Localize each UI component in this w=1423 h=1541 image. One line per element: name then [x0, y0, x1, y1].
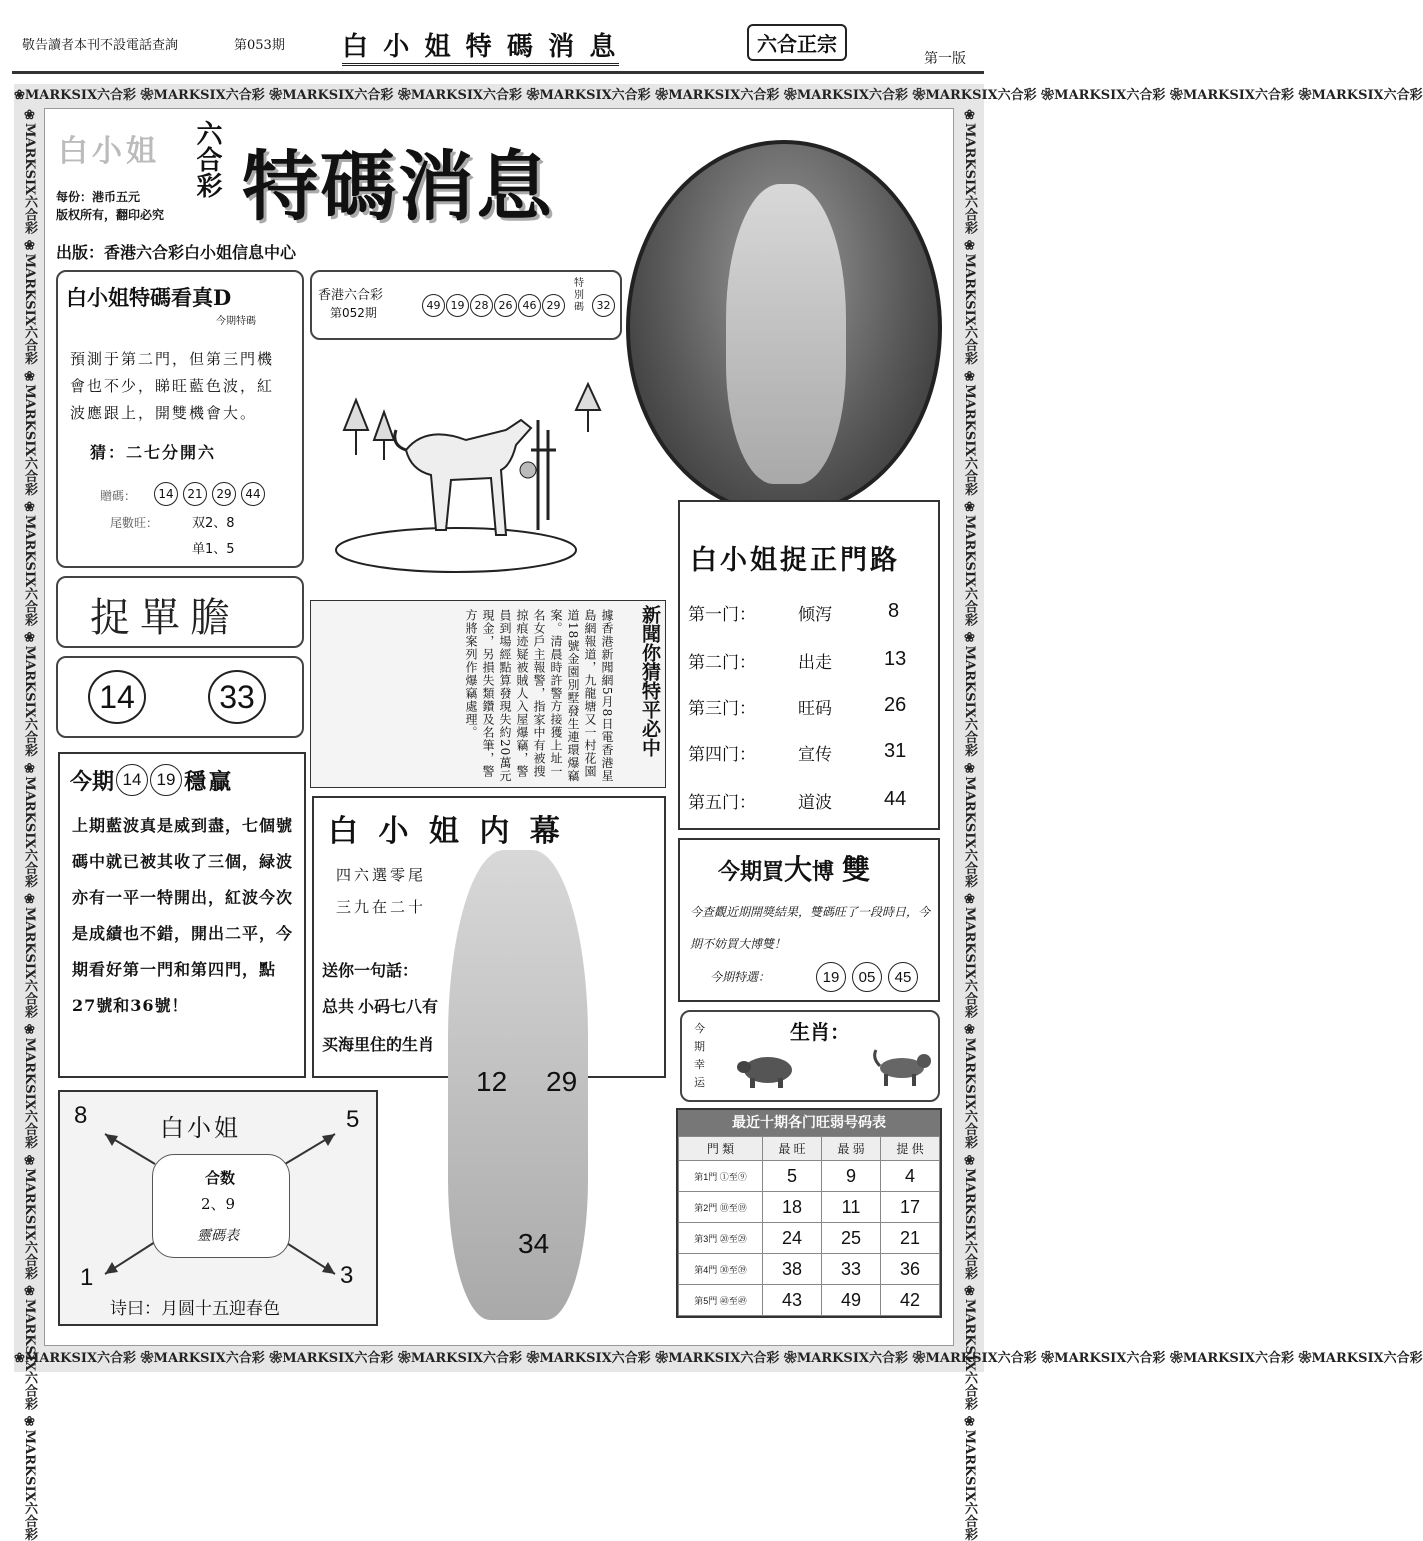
result-box	[310, 270, 622, 340]
table-cell: 17	[881, 1192, 940, 1223]
wenying-post: 穩贏	[184, 768, 235, 795]
neimu-line4a: 总共	[322, 997, 355, 1016]
border-right	[954, 108, 984, 1541]
border-bottom-text: ❀MARKSIX六合彩 ❀MARKSIX六合彩 ❀MARKSIX六合彩 ❀MARKSIX六合彩 ❀MARKSIX六合彩 ❀MARKSIX六合彩 ❀MARKSIX六合彩 ❀MARKSIX六合彩 ❀MARKSIX六合彩 ❀MARKSIX六合彩 ❀MARKSIX六合彩	[14, 1351, 1423, 1366]
table-cell: 38	[763, 1254, 822, 1285]
result-number: 29	[542, 294, 565, 317]
table-header-row	[679, 1137, 940, 1161]
shengxiao-title: 生肖：	[790, 1020, 850, 1044]
table-row	[679, 1254, 940, 1285]
compass-title: 白小姐	[160, 1114, 241, 1142]
table-cell: 5	[763, 1161, 822, 1192]
zhengmen-word: 旺码	[798, 699, 832, 719]
zhengmen-door: 第三门：	[688, 699, 756, 719]
wenying-pre: 今期	[70, 768, 115, 795]
shengxiao-box	[680, 1010, 940, 1102]
wenying-number: 14	[116, 764, 148, 796]
compass-center	[152, 1154, 290, 1258]
result-label: 香港六合彩	[318, 288, 384, 303]
wenying-number: 19	[150, 764, 182, 796]
table-cell: 4	[881, 1161, 940, 1192]
zhengmen-row	[688, 740, 928, 770]
wenying-box	[58, 752, 306, 1078]
table-cell: 21	[881, 1223, 940, 1254]
zhengmen-door: 第一门：	[688, 605, 756, 625]
table-cell: 42	[881, 1285, 940, 1316]
zhengmen-row	[688, 788, 928, 818]
compass-number: 8	[74, 1102, 88, 1129]
header-notice: 敬告讀者本刊不設電話查詢	[22, 38, 179, 53]
gift-number: 44	[241, 482, 265, 506]
tip-sub: 今期特碼	[216, 316, 256, 327]
result-special: 32	[592, 294, 615, 317]
dabo-text: 今查觀近期開獎結果，雙碼旺了一段時日，今期不妨買大博雙！	[690, 905, 931, 951]
table-header-cell: 最 弱	[822, 1137, 881, 1161]
dabo-title	[718, 848, 870, 888]
danzhan-number: 33	[208, 670, 266, 724]
tip-gifts	[154, 482, 265, 506]
shengxiao-side: 今期幸运	[694, 1022, 705, 1089]
masthead-rights: 版权所有，翻印必究	[56, 208, 165, 222]
masthead-small-name: 白小姐	[58, 134, 160, 169]
table-cell: 11	[822, 1192, 881, 1223]
wenying-header	[70, 764, 234, 796]
table-cell: 第3門 ⑳至㉙	[679, 1223, 763, 1254]
dabo-number: 05	[852, 962, 882, 992]
neimu-line4	[322, 994, 438, 1017]
zhengmen-num: 44	[884, 788, 907, 810]
result-number: 28	[470, 294, 493, 317]
border-right-text: ❀MARKSIX六合彩 ❀MARKSIX六合彩 ❀MARKSIX六合彩 ❀MARKSIX六合彩 ❀MARKSIX六合彩 ❀MARKSIX六合彩 ❀MARKSIX六合彩 ❀MARKSIX六合彩 ❀MARKSIX六合彩 ❀MARKSIX六合彩 ❀MARKSIX六合彩	[962, 108, 977, 1541]
wenying-text: 上期藍波真是威到盡，七個號碼中就已被其收了三個，緑波亦有一平一特開出，紅波今次是成績也不錯，開出二平，今期看好第一門和第四門，點27號和36號！	[72, 816, 294, 1015]
gift-number: 29	[212, 482, 236, 506]
zhengmen-row	[688, 694, 928, 724]
masthead-publisher: 出版：香港六合彩白小姐信息中心	[56, 243, 297, 262]
table-header-cell: 提 供	[881, 1137, 940, 1161]
dabo-title-a: 今期買	[718, 859, 785, 885]
news-text: 據香港新聞網5月8日電香港星島網報道，九龍塘又一村花園道18號金園別墅發生連環爆竊案。清晨時許警方接獲上址一名女戶主報警，指家中有被搜掠痕迹疑被賊人入屋爆竊，警員到場經點算發現失約20萬元現金，另損失類鑽及名筆，警方將案列作爆竊處理。	[464, 609, 614, 783]
zhengmen-row	[688, 648, 928, 678]
zhengmen-word: 宣传	[798, 745, 832, 765]
table-cell: 36	[881, 1254, 940, 1285]
compass-poem: 诗曰：月圆十五迎春色	[110, 1299, 280, 1319]
number-table	[676, 1108, 942, 1318]
table-cell: 第2門 ⑩至⑲	[679, 1192, 763, 1223]
zhengmen-num: 31	[884, 740, 907, 762]
table-cell: 33	[822, 1254, 881, 1285]
neimu-line5: 买海里住的生肖	[322, 1035, 435, 1054]
compass-sum-label: 合数	[205, 1169, 236, 1187]
zhengmen-word: 倾泻	[798, 605, 832, 625]
zhengmen-num: 26	[884, 694, 907, 716]
masthead	[52, 116, 632, 266]
dabo-title-c: 博	[812, 859, 835, 885]
tip-box	[56, 270, 304, 568]
border-top-text: ❀MARKSIX六合彩 ❀MARKSIX六合彩 ❀MARKSIX六合彩 ❀MARKSIX六合彩 ❀MARKSIX六合彩 ❀MARKSIX六合彩 ❀MARKSIX六合彩 ❀MARKSIX六合彩 ❀MARKSIX六合彩 ❀MARKSIX六合彩 ❀MARKSIX六合彩	[14, 88, 1423, 103]
table-row	[679, 1285, 940, 1316]
dabo-label: 今期特選：	[710, 970, 771, 984]
news-box	[310, 600, 666, 788]
result-period: 第052期	[330, 306, 377, 320]
table-row	[679, 1223, 940, 1254]
zhengmen-title: 白小姐捉正門路	[690, 545, 900, 576]
gift-number: 21	[183, 482, 207, 506]
result-numbers	[422, 294, 565, 317]
pig-icon	[736, 1050, 798, 1090]
neimu-line4b: 小码七八有	[358, 997, 439, 1016]
neimu-line2: 三九在二十	[336, 898, 427, 916]
border-left	[14, 108, 44, 1541]
news-title: 新聞你猜特平必中	[639, 605, 661, 757]
danzhan-title: 捉單膽	[90, 595, 240, 641]
table-cell: 49	[822, 1285, 881, 1316]
tiger-icon	[872, 1048, 934, 1088]
tip-tail-label: 尾數旺：	[110, 516, 159, 530]
model-figure	[726, 184, 846, 484]
zhengmen-row	[688, 600, 928, 630]
table-header-cell: 門 類	[679, 1137, 763, 1161]
header-issue: 第053期	[234, 38, 285, 53]
table-cell: 第4門 ㉚至㊴	[679, 1254, 763, 1285]
table-cell: 24	[763, 1223, 822, 1254]
dabo-number: 45	[888, 962, 918, 992]
dabo-title-b: 大	[784, 853, 813, 886]
header-badge: 六合正宗	[747, 24, 847, 61]
table-cell: 18	[763, 1192, 822, 1223]
table-cell: 43	[763, 1285, 822, 1316]
neimu-number: 29	[546, 1066, 578, 1097]
tip-guess: 猜：二七分開六	[90, 443, 217, 462]
zhengmen-door: 第四门：	[688, 745, 756, 765]
border-left-text: ❀MARKSIX六合彩 ❀MARKSIX六合彩 ❀MARKSIX六合彩 ❀MARKSIX六合彩 ❀MARKSIX六合彩 ❀MARKSIX六合彩 ❀MARKSIX六合彩 ❀MARKSIX六合彩 ❀MARKSIX六合彩 ❀MARKSIX六合彩 ❀MARKSIX六合彩	[22, 108, 37, 1541]
masthead-price: 每份：港币五元	[56, 190, 141, 204]
horse-illustration	[316, 370, 616, 590]
tip-text: 預測于第二門，但第三門機會也不少，睇旺藍色波，紅波應跟上，開雙機會大。	[70, 350, 275, 422]
zhengmen-word: 出走	[798, 653, 832, 673]
result-number: 26	[494, 294, 517, 317]
header-bar	[12, 20, 984, 74]
neimu-number: 34	[518, 1228, 550, 1259]
masthead-big-title: 特碼消息	[242, 142, 554, 231]
result-special-label: 特別碼	[574, 278, 584, 313]
model-photo-oval	[626, 140, 942, 516]
zhengmen-door: 第二门：	[688, 653, 756, 673]
table-cell: 9	[822, 1161, 881, 1192]
tip-tail-2: 单1、5	[192, 542, 235, 557]
compass-box	[58, 1090, 378, 1326]
compass-number: 1	[80, 1264, 94, 1291]
horse-icon	[316, 370, 616, 590]
zhengmen-num: 13	[884, 648, 907, 670]
border-top	[14, 84, 1423, 108]
table-row	[679, 1192, 940, 1223]
header-title: 白 小 姐 特 碼 消 息	[342, 26, 619, 66]
gift-number: 14	[154, 482, 178, 506]
result-number: 46	[518, 294, 541, 317]
masthead-vertical: 六合彩	[192, 120, 222, 198]
neimu-title: 白 小 姐 内 幕	[328, 814, 565, 849]
header-edition: 第一版	[924, 51, 966, 67]
danzhan-numbers-box	[56, 656, 304, 738]
zhengmen-word: 道波	[798, 793, 832, 813]
dabo-numbers	[816, 962, 918, 992]
neimu-line1: 四六選零尾	[336, 866, 427, 884]
table-row	[679, 1161, 940, 1192]
zhengmen-num: 8	[888, 600, 900, 622]
neimu-line3: 送你一句話：	[322, 961, 419, 980]
compass-number: 5	[346, 1106, 360, 1133]
table-cell: 第1門 ①至⑨	[679, 1161, 763, 1192]
table-title: 最近十期各门旺弱号码表	[678, 1110, 940, 1136]
neimu-number: 12	[476, 1066, 508, 1097]
tip-tail-1: 双2、8	[192, 516, 235, 531]
border-bottom	[14, 1346, 1423, 1372]
zhengmen-box	[678, 500, 940, 830]
dabo-title-d: 雙	[842, 853, 871, 886]
dabo-number: 19	[816, 962, 846, 992]
danzhan-number: 14	[88, 670, 146, 724]
table-cell: 第5門 ㊵至㊾	[679, 1285, 763, 1316]
table-grid	[678, 1136, 940, 1316]
table-cell: 25	[822, 1223, 881, 1254]
result-number: 49	[422, 294, 445, 317]
tip-title: 白小姐特碼看真D	[66, 285, 232, 310]
compass-sum: 2、9	[201, 1195, 236, 1213]
compass-number: 3	[340, 1262, 354, 1289]
table-header-cell: 最 旺	[763, 1137, 822, 1161]
tip-gift-label: 贈碼：	[100, 489, 137, 503]
dabo-box	[678, 838, 940, 1002]
result-number: 19	[446, 294, 469, 317]
danzhan-title-box	[56, 576, 304, 648]
compass-sub: 靈碼表	[197, 1228, 239, 1244]
zhengmen-door: 第五门：	[688, 793, 756, 813]
